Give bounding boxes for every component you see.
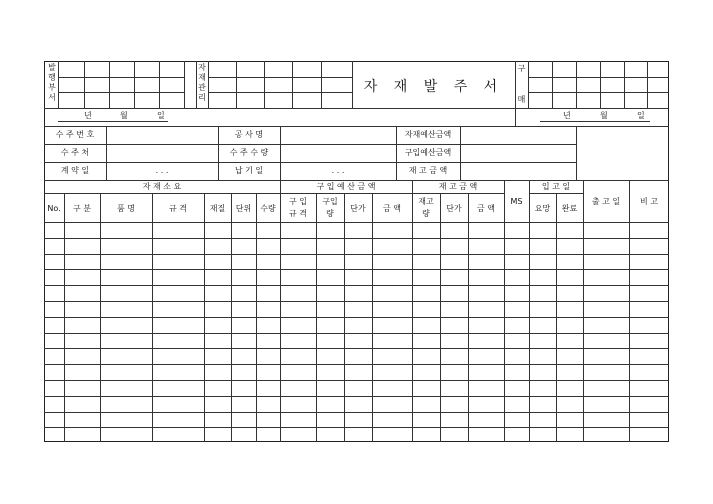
- table-row: [44, 364, 669, 365]
- order-no-label: 수 주 번 호: [55, 130, 95, 139]
- group-purchase-header: 구 입 예 산 금 액: [316, 182, 376, 191]
- col-qty: 수량: [260, 204, 276, 213]
- date-right-day: 일: [637, 111, 645, 120]
- issuing-dept-label: 발행부서: [48, 63, 56, 102]
- table-row: [44, 285, 669, 286]
- client-label: 수 주 처: [60, 148, 90, 157]
- col-category: 구 분: [73, 204, 91, 213]
- date-left-year: 년: [84, 111, 92, 120]
- col-remarks: 비 고: [640, 197, 658, 206]
- col-no: No.: [47, 204, 61, 213]
- group-receipt-header: 입 고 일: [541, 182, 571, 191]
- col-purchase-qty-2: 량: [326, 209, 334, 218]
- col-item: 품 명: [117, 204, 135, 213]
- date-right-month: 월: [600, 111, 608, 120]
- col-purchase-spec-1: 구 입: [289, 197, 307, 206]
- material-budget-label: 자재예산금액: [404, 130, 452, 139]
- date-right-year: 년: [563, 111, 571, 120]
- project-name-label: 공 사 명: [234, 130, 264, 139]
- col-complete: 완료: [561, 204, 578, 213]
- grid-line: [629, 180, 630, 442]
- col-purchase-qty-1: 구입: [322, 197, 338, 206]
- contract-date-label: 계 약 일: [60, 166, 90, 175]
- delivery-date-value: . . .: [331, 166, 345, 175]
- table-row: [44, 348, 669, 349]
- table-row: [44, 317, 669, 318]
- col-stock-unit-price: 단가: [446, 204, 462, 213]
- grid-line: [412, 180, 413, 442]
- date-left-month: 월: [120, 111, 128, 120]
- table-row: [44, 333, 669, 334]
- grid-line: [583, 180, 584, 442]
- col-ms: MS: [510, 197, 523, 206]
- col-purchase-spec-2: 규 격: [289, 209, 307, 218]
- col-ship-date: 출 고 일: [591, 197, 621, 206]
- material-mgmt-label: 자재관리: [198, 63, 206, 102]
- table-row: [44, 396, 669, 397]
- col-amount: 금 액: [383, 204, 401, 213]
- group-material-header: 자 재 소 요: [142, 182, 182, 191]
- col-unit-price: 단가: [350, 204, 366, 213]
- order-qty-label: 수 주 수 량: [229, 148, 269, 157]
- table-row: [44, 254, 669, 255]
- table-row: [44, 238, 669, 239]
- grid-line: [280, 180, 281, 442]
- group-stock-header: 재 고 금 액: [438, 182, 478, 191]
- table-row: [44, 380, 669, 381]
- col-unit: 단위: [235, 204, 252, 213]
- grid-line: [529, 180, 530, 442]
- form-title: 자 재 발 주 서: [363, 79, 504, 95]
- stock-amount-label: 재 고 금 액: [408, 166, 448, 175]
- table-row: [44, 301, 669, 302]
- purchase-budget-label: 구입예산금액: [404, 148, 452, 157]
- table-row: [44, 222, 669, 223]
- contract-date-value: . . .: [155, 166, 169, 175]
- table-row: [44, 412, 669, 413]
- col-request: 요망: [534, 204, 551, 213]
- table-row: [44, 269, 669, 270]
- delivery-date-label: 납 기 일: [234, 166, 264, 175]
- col-material: 재질: [209, 204, 226, 213]
- purchase-label-top: 구: [517, 64, 526, 73]
- col-stock-amount: 금 액: [477, 204, 495, 213]
- grid-line: [504, 180, 505, 442]
- col-stock-qty-1: 재고: [418, 197, 434, 206]
- table-row: [44, 427, 669, 428]
- purchase-label-bottom: 매: [517, 95, 526, 104]
- col-spec: 규 격: [169, 204, 187, 213]
- col-stock-qty-2: 량: [422, 209, 430, 218]
- date-left-day: 일: [157, 111, 165, 120]
